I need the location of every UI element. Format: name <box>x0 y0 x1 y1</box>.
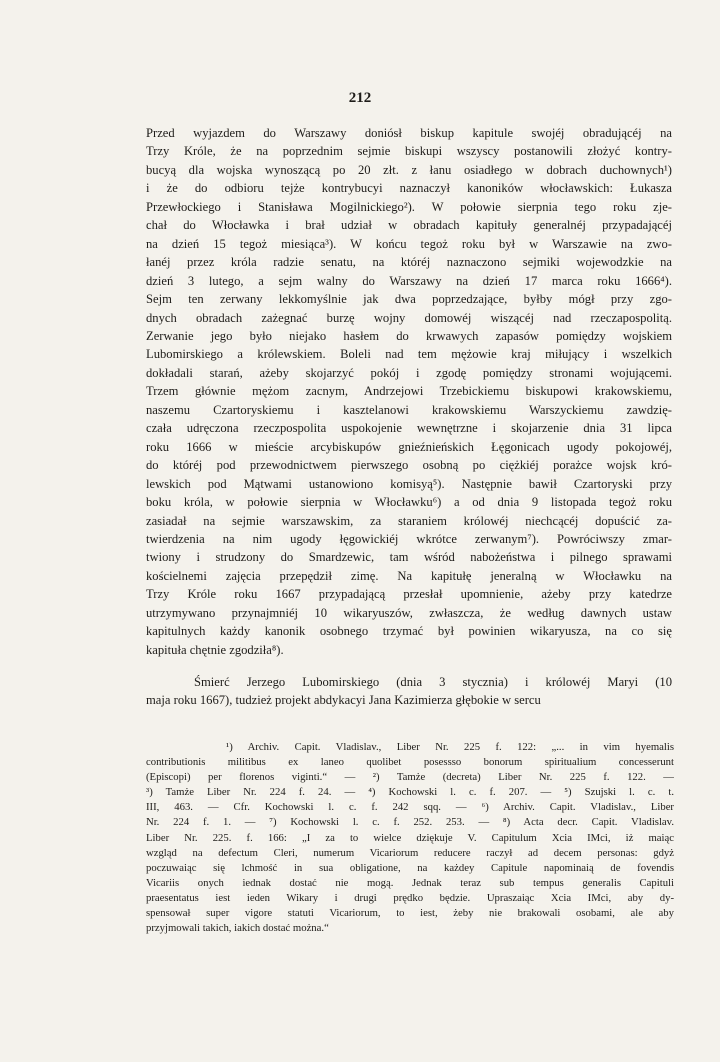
text-line: Sejm ten zerwany lekkomyślnie jak dwa poprzedzające, byłby mógł przy zgo- <box>146 292 672 307</box>
text-line: łanéj przez króla radzie senatu, na któréj naznaczono sejmiki wojewodzkie na <box>146 255 672 270</box>
text-line: czała udręczona rzeczpospolita uspokojenie wewnętrzne i skojarzenie dnia 31 lipca <box>146 421 672 436</box>
footnote-line: Vicariis onych iednak dostać nie mogą. Jednak teraz sub tempus generalis Capituli <box>146 876 674 889</box>
footnote-line: ¹) Archiv. Capit. Vladislav., Liber Nr. 225 f. 122: „... in vim hyemalis <box>226 741 674 753</box>
text-line: do któréj pod przewodnictwem pierwszego osobną po ciężkiéj porażce wojsk kró- <box>146 458 672 473</box>
text-line: Przed wyjazdem do Warszawy doniósł biskup kapitule swojéj obradującéj na <box>146 126 672 140</box>
text-line: Trzem głównie mężom zacnym, Andrzejowi Trzebickiemu biskupowi krakowskiemu, <box>146 384 672 399</box>
text-line: twiony i strudzony do Smardzewic, tam wśród nabożeństwa i pilnego sprawami <box>146 550 672 565</box>
text-line: zasiadał na sejmie warszawskim, za staraniem królowéj niechcącéj dopuścić za- <box>146 513 672 528</box>
text-line: Przewłockiego i Stanisława Mogilnickiego²). W połowie sierpnia tego roku zje- <box>146 199 672 214</box>
text-line: roku 1666 w mieście arcybiskupów gnieźnieńskich Łęgonicach ugody pokojowéj, <box>146 439 672 454</box>
footnote-line: ³) Tamże Liber Nr. 224 f. 24. — ⁴) Kochowski l. c. f. 207. — ⁵) Szujski l. c. t. <box>146 786 674 799</box>
body-paragraph-1 <box>146 124 672 659</box>
footnote-line: (Episcopi) per florenos viginti.“ — ²) Tamże (decreta) Liber Nr. 225 f. 122. — <box>146 771 674 784</box>
footnotes <box>146 740 674 936</box>
text-line: twierdzenia na nim ugody łęgowickiéj wkrótce zerwanym⁷). Powróciwszy zmar- <box>146 531 672 546</box>
text-line: Lubomirskiego a królewskiem. Boleli nad tem mężowie kraj miłujący i wszelkich <box>146 347 672 362</box>
text-line: Zerwanie jego było niejako hasłem do krwawych zapasów pomiędzy wojskiem <box>146 328 672 343</box>
footnote-line: wzgląd na defectum Cleri, numerum Vicariorum reducere raczył ad decem personas: gdyż <box>146 846 674 859</box>
text-line: kapituła chętnie zgodziła⁸). <box>146 642 284 657</box>
text-line: naszemu Czartoryskiemu i kasztelanowi krakowskiemu Warszyckiemu zawdzię- <box>146 402 672 417</box>
text-line: i że do odbioru tejże kontrybucyi naznaczył kanoników włocławskich: Łukasza <box>146 181 672 196</box>
text-line: kapitulnych każdy kanonik osobnego trzymać był powinien wikaryusza, na co się <box>146 624 672 639</box>
text-line: Trzy Króle roku 1667 przypadającą przesłał upomnienie, ażeby przy katedrze <box>146 587 672 602</box>
text-line: dzień 3 lutego, a sejm walny do Warszawy na dzień 17 marca roku 1666⁴). <box>146 273 672 288</box>
text-line: Śmierć Jerzego Lubomirskiego (dnia 3 stycznia) i królowéj Maryi (10 <box>194 675 672 689</box>
footnote-line: przyjmowali takich, iakich dostać można.“ <box>146 922 329 935</box>
text-line: utrzymywano przynajmniéj 10 wikaryuszów, zwłaszcza, że według dawnych ustaw <box>146 605 672 620</box>
body-paragraph-2 <box>146 673 672 710</box>
footnote-line: contributionis militibus ex laneo quolibet posessso bonorum spiritualium concesserunt <box>146 756 674 769</box>
text-line: lewskich pod Mątwami ustanowiono komisyą⁵). Następnie bawił Czartoryski przy <box>146 476 672 491</box>
footnote-line: poczuwaiąc się lchmość in sua obligatione, na każdey Capitule napominaią de fovendis <box>146 861 674 874</box>
text-line: dokładali starań, ażeby skojarzyć pokój i zgodę pomiędzy stronami wojującemi. <box>146 365 672 380</box>
footnote-line: Nr. 224 f. 1. — ⁷) Kochowski l. c. f. 252. 253. — ⁸) Acta decr. Capit. Vladislav. <box>146 816 674 829</box>
footnote-line: spensował super vigore statuti Vicariorum, to iest, żeby nie brakowali osobami, ale aby <box>146 907 674 920</box>
footnote-line: Liber Nr. 225. f. 166: „I za to wielce dziękuje V. Capitulum Xcia IMci, iż maiąc <box>146 831 674 844</box>
text-line: boku króla, w połowie sierpnia w Włocławku⁶) a od dnia 9 listopada tegoż roku <box>146 495 672 510</box>
text-line: dnych obradach zażegnać burzę wojny domowéj wiszącéj nad rzeczapospolitą. <box>146 310 672 325</box>
page-number: 212 <box>348 90 372 106</box>
text-line: bucyą dla wojska wynoszącą po 20 złt. z łanu osiadłego w dobrach duchownych¹) <box>146 162 672 177</box>
text-line: Trzy Króle, że na poprzednim sejmie biskupi wszyscy postanowili złożyć kontry- <box>146 144 672 159</box>
text-line: na dzień 15 tegoż miesiąca³). W końcu tegoż roku był w Warszawie na zwo- <box>146 236 672 251</box>
footnote-line: praesentatus iest ieden Wikary i drugi prędko będzie. Upraszaiąc Xcia IMci, aby dy- <box>146 891 674 904</box>
text-line: chał do Włocławka i brał udział w obradach kapituły generalnéj przypadającéj <box>146 218 672 233</box>
text-line: maja roku 1667), tudzież projekt abdykacyi Jana Kazimierza głębokie w sercu <box>146 693 541 708</box>
text-line: kościelnemi zajęcia przepędził zimę. Na kapitułę jeneralną w Włocławku na <box>146 568 672 583</box>
footnote-line: III, 463. — Cfr. Kochowski l. c. f. 242 sqq. — ⁶) Archiv. Capit. Vladislav., Liber <box>146 801 674 814</box>
